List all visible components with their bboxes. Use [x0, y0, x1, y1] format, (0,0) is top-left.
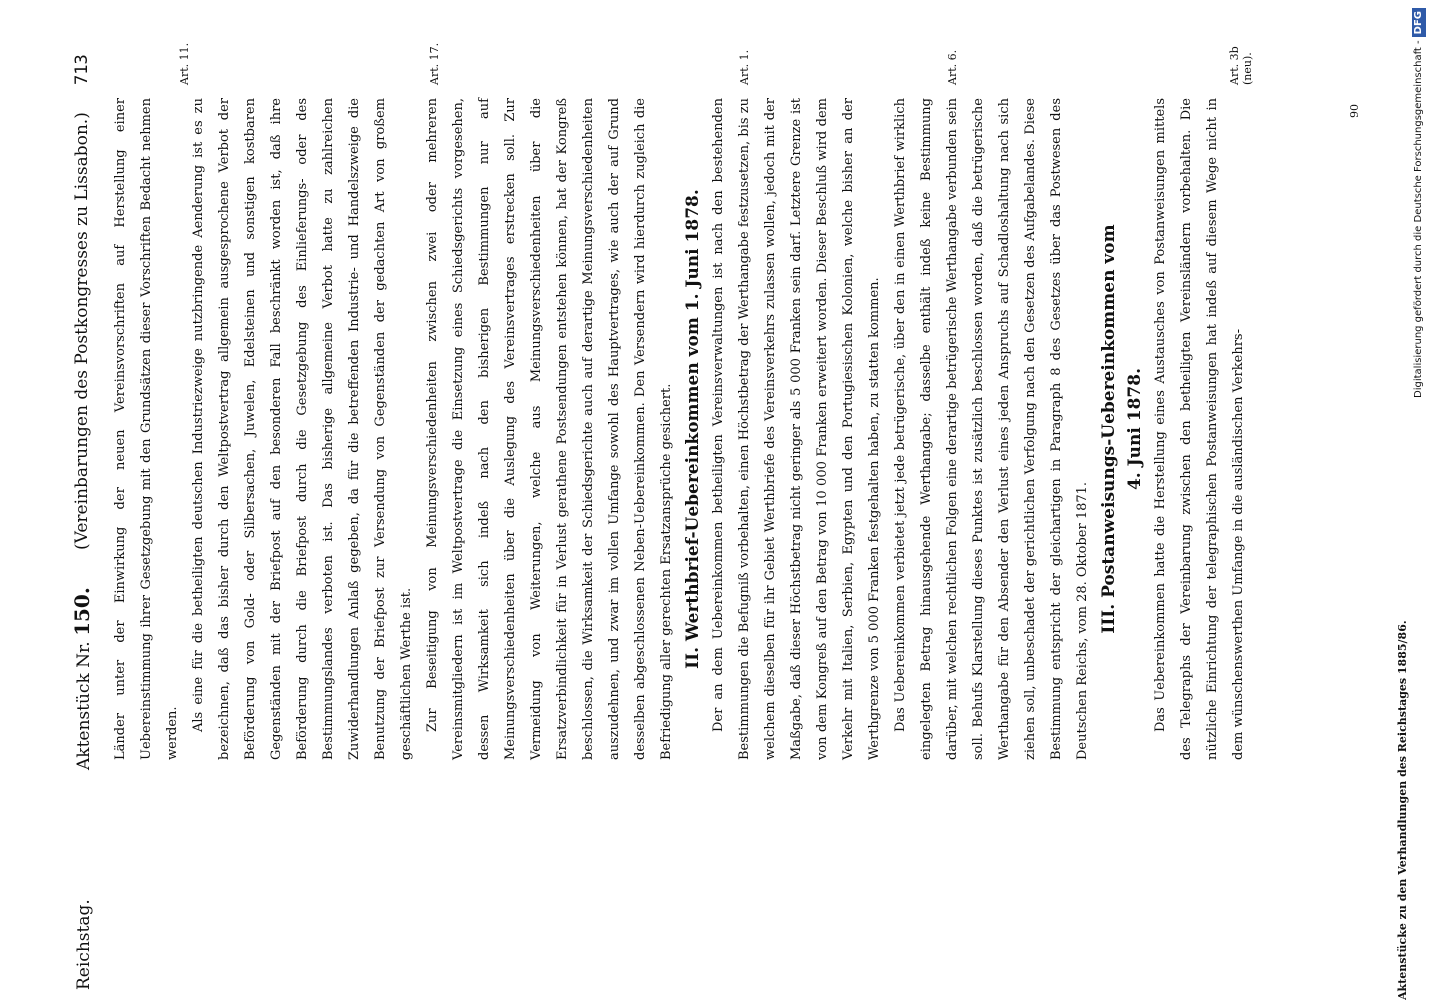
header-document-number [70, 587, 94, 770]
signature-mark: 90 [1348, 104, 1361, 118]
section-heading-3-line2: 4. Juni 1878. [1125, 367, 1145, 491]
section-heading-3 [1096, 98, 1148, 760]
header-reichstag: Reichstag. [74, 899, 94, 990]
margin-note-art-17: Art. 17. [428, 42, 441, 85]
dfg-logo: DFG [1412, 8, 1426, 37]
margin-note-art-6: Art. 6. [946, 49, 959, 85]
header-number: 150. [70, 587, 94, 636]
section-heading-3-line1: III. Postanweisungs-Uebereinkommen vom [1099, 224, 1119, 634]
margin-note-art-3b-label: Art. 3b [1228, 46, 1241, 85]
paragraph-3: Zur Beseitigung von Meinungsverschiedenheiten zwischen zwei oder mehreren Vereinsmitgliedern ist im Weltpostvertrage die Einsetzung eines Schiedsgerichts vorgesehen, dessen Wirksamkeit sich indeß nach den bisherigen Bestimmungen nur auf Meinungsverschiedenheiten über die Auslegung des Vereinsvertrages erstrecken soll. Zur Vermeidung von Weiterungen, welche aus Meinungsverschiedenheiten über die Ersatzverbindlichkeit für in Verlust gerathene Postsendungen entstehen können, hat der Kongreß beschlossen, die Wirksamkeit der Schiedsgerichte auch auf derartige Meinungsverschiedenheiten auszudehnen, und zwar im vollen Umfange sowohl des Hauptvertrages, wie auch der auf Grund desselben abgeschlossenen Neben-Uebereinkommen. Den Versendern wird hierdurch zugleich die Befriedigung aller gerechten Ersatzansprüche gesichert. [425, 98, 674, 760]
paragraph-4: Der an dem Uebereinkommen betheiligten Vereinsverwaltungen ist nach den bestehenden Bestimmungen die Befugniß vorbehalten, einen Höchstbetrag der Werthangabe festzusetzen, bis zu welchem dieselben für ihr Gebiet Werthbriefe des Vereinsverkehrs zulassen wollen, jedoch mit der Maßgabe, daß dieser Höchstbetrag nicht geringer als 5 000 Franken sein darf. Letztere Grenze ist von dem Kongreß auf den Betrag von 10 000 Franken erweitert worden. Dieser Beschluß wird dem Verkehr mit Italien, Serbien, Egypten und den Portugiesischen Kolonien, welche bisher an der Werthgrenze von 5 000 Franken festgehalten haben, zu statten kommen. [711, 98, 882, 760]
digitization-credit [1408, 0, 1430, 1000]
margin-note-art-11: Art. 11. [178, 42, 191, 85]
credit-text: Digitalisierung gefördert durch die Deutsche Forschungsgemeinschaft - [1413, 40, 1424, 398]
paragraph-5: Das Uebereinkommen verbietet jetzt jede betrügerische, über den in einen Werthbrief wirklich eingelegten Betrag hinausgehende Werthangabe; dasselbe enthält indeß keine Bestimmung darüber, mit welchen rechtlichen Folgen eine derartige betrügerische Werthangabe verbunden sein soll. Behufs Klarstellung dieses Punktes ist zusätzlich beschlossen worden, daß die betrügerische Werthangabe für den Absender den Verlust eines jeden Anspruchs auf Schadloshaltung nach sich ziehen soll, unbeschadet der gerichtlichen Verfolgung nach den Gesetzen des Aufgabelandes. Diese Bestimmung entspricht der gleichartigen in Paragraph 8 des Gesetzes über das Postwesen des Deutschen Reichs, vom 28. Oktober 1871. [893, 98, 1090, 760]
margin-note-art-3b [1228, 46, 1254, 85]
credit-text-wrap [1408, 0, 1430, 1000]
header-subject: (Vereinbarungen des Postkongresses zu Lissabon.) [72, 112, 92, 550]
paragraph-2: Als eine für die betheiligten deutschen Industriezweige nutzbringende Aenderung ist es zu bezeichnen, daß das bisher durch den Weltpostvertrag allgemein ausgesprochene Verbot der Beförderung von Gold- oder Silbersachen, Juwelen, Edelsteinen und sonstigen kostbaren Gegenständen mit der Briefpost auf den besonderen Fall beschränkt worden ist, daß ihre Beförderung durch die Briefpost durch die Gesetzgebung des Einlieferungs- oder des Bestimmungslandes verboten ist. Das bisherige allgemeine Verbot hatte zu zahlreichen Zuwiderhandlungen Anlaß gegeben, da für die betreffenden Industrie- und Handelszweige die Benutzung der Briefpost zur Versendung von Gegenständen der gedachten Art von großem geschäftlichen Werthe ist. [191, 98, 414, 760]
margin-note-art-1: Art. 1. [738, 49, 751, 85]
paragraph-1: Länder unter der Einwirkung der neuen Vereinsvorschriften auf Herstellung einer Uebereinstimmung ihrer Gesetzgebung mit den Grundsätzen dieser Vorschriften Bedacht nehmen werden. [113, 98, 180, 760]
page-footer: Aktenstücke zu den Verhandlungen des Reichstages 1885/86. [1396, 620, 1409, 1000]
paragraph-6: Das Uebereinkommen hatte die Herstellung eines Austausches von Postanweisungen mittels des Telegraphs der Vereinbarung zwischen den betheiligten Vereinsländern vorbehalten. Die nützliche Einrichtung der telegraphischen Postanweisungen hat indeß auf diesem Wege nicht in dem wünschenswerthen Umfange in die ausländischen Verkehrs- [1153, 98, 1246, 760]
section-heading-2: II. Werthbrief-Uebereinkommen vom 1. Juni 1878. [683, 189, 703, 669]
header-prefix: Aktenstück Nr. [74, 641, 94, 770]
body-column [108, 98, 1252, 760]
page-number: 713 [72, 54, 92, 85]
margin-note-art-3b-new: (neu). [1241, 52, 1254, 85]
running-header [62, 0, 102, 1000]
